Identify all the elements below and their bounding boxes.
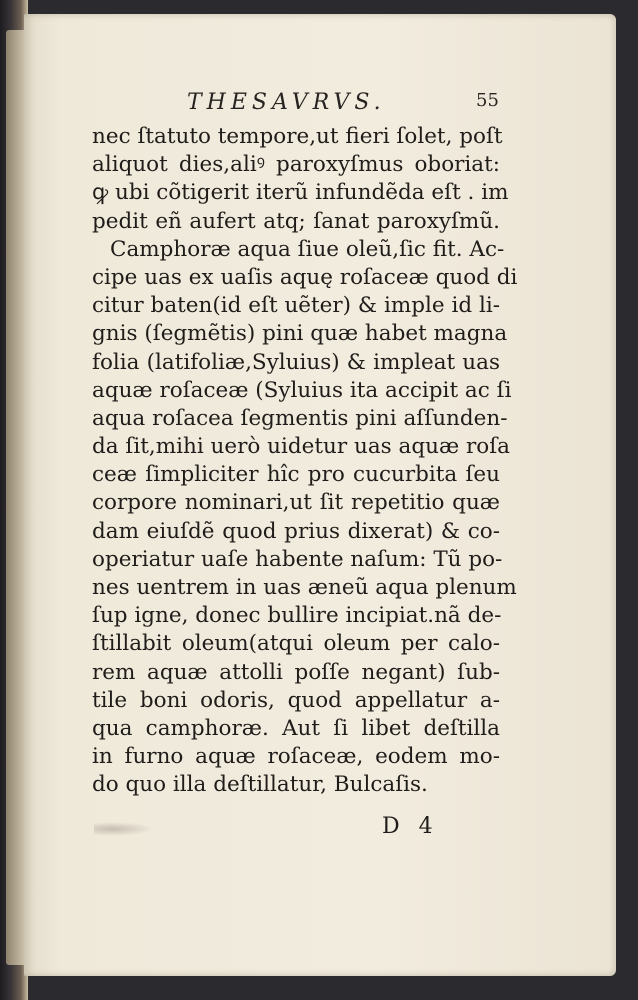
book-page (24, 14, 616, 976)
text-line: da ſit,mihi uerò uidetur uas aquæ roſa (92, 434, 510, 460)
faint-ink-mark (94, 822, 154, 836)
text-line: gnis (ſegmẽtis) pini quæ habet magna (92, 321, 508, 347)
text-line: aquæ roſaceæ (Syluius ita accipit ac ſi (92, 377, 512, 403)
text-line: rem aquæ attolli poſſe negant) ſub- (92, 659, 500, 685)
text-line: do quo illa deſtillatur, Bulcaſis. (92, 772, 428, 798)
text-line: citur baten(id eſt uẽter) & imple id li- (92, 293, 500, 319)
text-line: pedit eñ aufert atq; ſanat paroxyſmũ. (92, 208, 500, 234)
text-line: aqua roſacea ſegmentis pini aſſunden- (92, 405, 508, 431)
text-line: corpore nominari,ut ſit repetitio quæ (92, 490, 500, 516)
signature-mark: D 4 (382, 814, 439, 839)
text-line: folia (latifoliæ,Syluius) & impleat uas (92, 349, 500, 375)
text-line: tile boni odoris, quod appellatur a- (92, 687, 500, 713)
page-number: 55 (476, 90, 499, 111)
text-line: ceæ ſimpliciter hîc pro cucurbita ſeu (92, 462, 500, 488)
text-line: nes uentrem in uas æneũ aqua plenum (92, 575, 517, 600)
text-line: ſup igne, donec bullire incipiat.nã de- (92, 603, 502, 629)
body-text (92, 123, 518, 800)
text-line: ſtillabit oleum(atqui oleum per calo- (92, 631, 500, 657)
text-line: in furno aquæ roſaceæ, eodem mo- (92, 744, 500, 770)
text-line: Camphoræ aqua ſiue oleũ,ſic fit. Ac- (110, 236, 505, 262)
text-line: nec ſtatuto tempore,ut fieri ſolet, poſt (92, 124, 503, 149)
text-line: ꝙ ubi cõtigerit iterũ infundẽda eſt . im (92, 180, 509, 206)
text-line: operiatur uaſe habente naſum: Tũ po- (92, 546, 503, 572)
text-line: qua camphoræ. Aut ſi libet deſtilla (92, 715, 500, 741)
text-line: dam eiuſdẽ quod prius dixerat) & co- (92, 518, 500, 544)
text-line: aliquot dies,aliꝰ paroxyſmus oboriat: (92, 152, 500, 178)
running-head: THESAVRVS. (187, 90, 386, 115)
text-line: cipe uas ex uaſis aquę roſaceæ quod di (92, 264, 518, 290)
